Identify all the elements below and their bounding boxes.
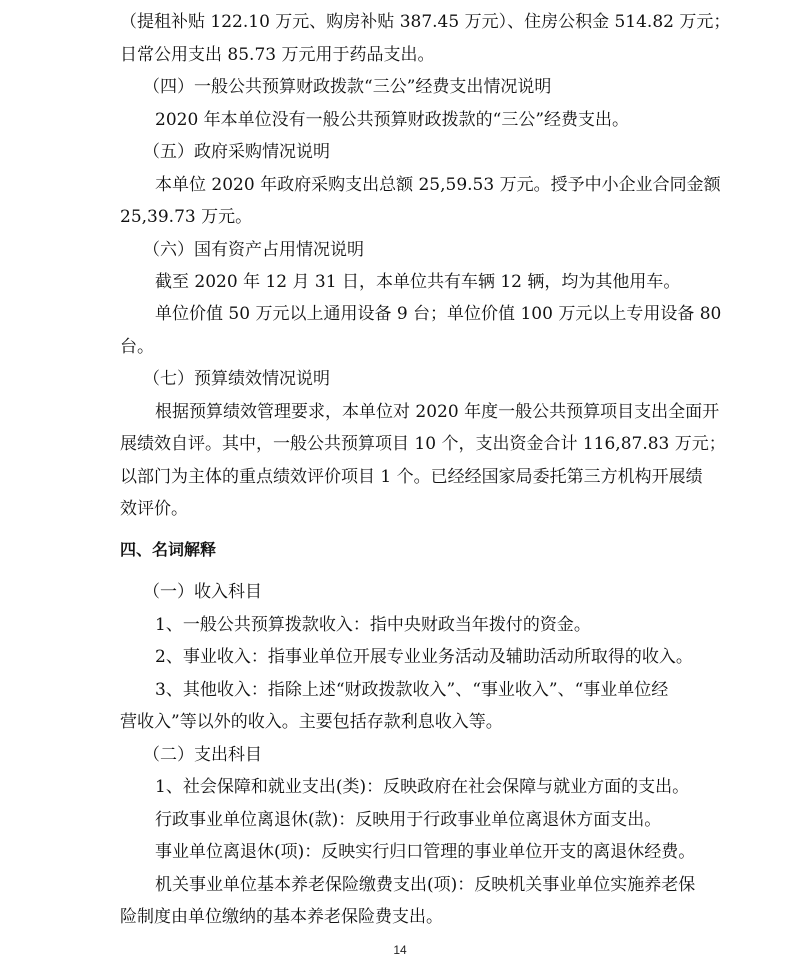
section-heading: （二）支出科目 <box>143 745 262 765</box>
body-line: 2020 年本单位没有一般公共预算财政拨款的“三公”经费支出。 <box>155 110 630 130</box>
body-line: 25,39.73 万元。 <box>120 207 253 227</box>
body-line: 以部门为主体的重点绩效评价项目 1 个。已经经国家局委托第三方机构开展绩 <box>120 467 703 487</box>
body-line: 机关事业单位基本养老保险缴费支出(项)：反映机关事业单位实施养老保 <box>155 875 696 895</box>
section-heading: （五）政府采购情况说明 <box>143 142 330 162</box>
body-line: 单位价值 50 万元以上通用设备 9 台；单位价值 100 万元以上专用设备 80 <box>155 304 722 324</box>
body-line: 效评价。 <box>120 499 188 519</box>
body-line: 展绩效自评。其中，一般公共预算项目 10 个，支出资金合计 116,87.83 万元； <box>120 434 726 454</box>
section-heading: （七）预算绩效情况说明 <box>143 369 330 389</box>
body-line: 3、其他收入：指除上述“财政拨款收入”、“事业收入”、“事业单位经 <box>155 680 669 700</box>
section-heading: （四）一般公共预算财政拨款“三公”经费支出情况说明 <box>143 77 552 97</box>
body-line: 本单位 2020 年政府采购支出总额 25,59.53 万元。授予中小企业合同金额 <box>155 175 721 195</box>
section-heading: （六）国有资产占用情况说明 <box>143 240 364 260</box>
page-number: 14 <box>393 943 407 957</box>
body-line: （提租补贴 122.10 万元、购房补贴 387.45 万元）、住房公积金 514.82 万元； <box>120 12 731 32</box>
body-line: 行政事业单位离退休(款)：反映用于行政事业单位离退休方面支出。 <box>155 810 662 830</box>
body-line: 台。 <box>120 337 154 357</box>
chapter-heading: 四、名词解释 <box>120 540 217 559</box>
body-line: 日常公用支出 85.73 万元用于药品支出。 <box>120 45 435 65</box>
body-line: 险制度由单位缴纳的基本养老保险费支出。 <box>120 907 443 927</box>
body-line: 1、社会保障和就业支出(类)：反映政府在社会保障与就业方面的支出。 <box>155 777 690 797</box>
body-line: 1、一般公共预算拨款收入：指中央财政当年拨付的资金。 <box>155 615 591 635</box>
body-line: 营收入”等以外的收入。主要包括存款利息收入等。 <box>120 712 503 732</box>
section-heading: （一）收入科目 <box>143 582 262 602</box>
body-line: 事业单位离退休(项)：反映实行归口管理的事业单位开支的离退休经费。 <box>155 842 696 862</box>
body-line: 截至 2020 年 12 月 31 日，本单位共有车辆 12 辆，均为其他用车。 <box>155 272 681 292</box>
body-line: 2、事业收入：指事业单位开展专业业务活动及辅助活动所取得的收入。 <box>155 647 693 667</box>
body-line: 根据预算绩效管理要求，本单位对 2020 年度一般公共预算项目支出全面开 <box>155 402 720 422</box>
